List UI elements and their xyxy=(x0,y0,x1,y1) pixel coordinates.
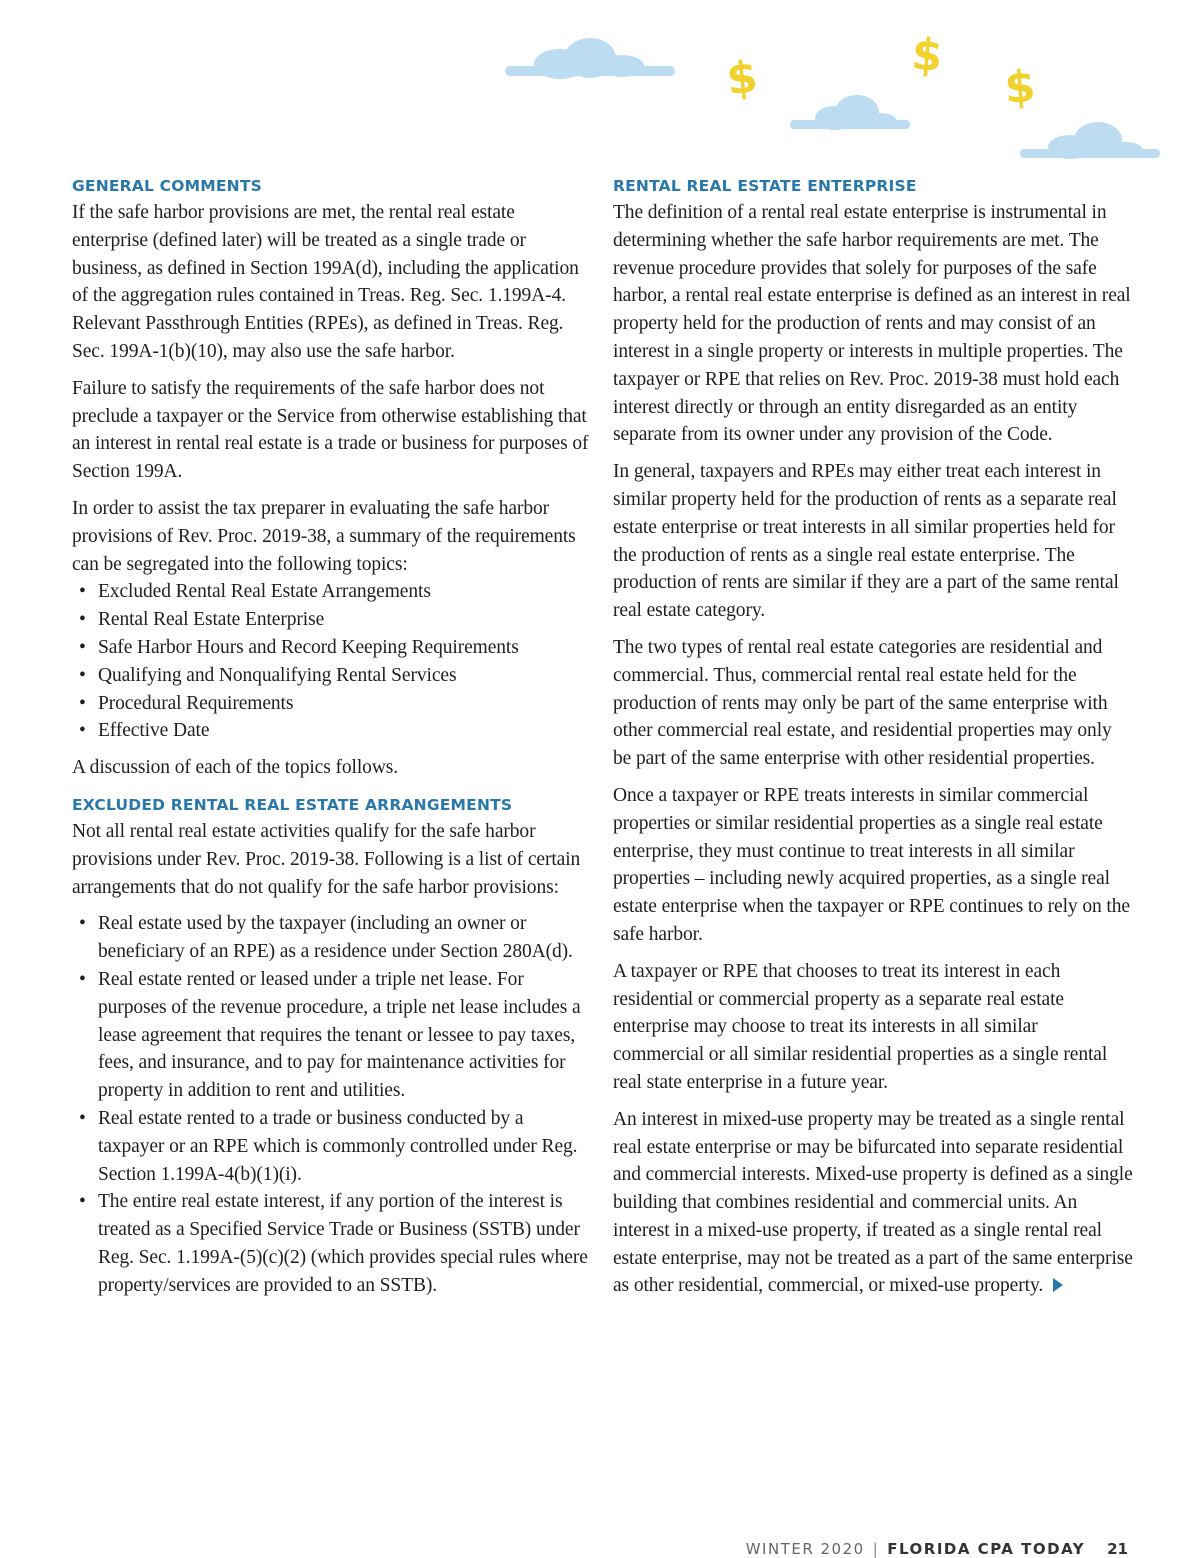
paragraph: If the safe harbor provisions are met, the rental real estate enterprise (defined later) will be treated as a single trade or business, as defined in Section 199A(d), including the application of the aggregation rules contained in Treas. Reg. Sec. 1.199A-4. Relevant Passthrough Entities (RPEs), as defined in Treas. Reg. Sec. 199A-1(b)(10), may also use the safe harbor. xyxy=(72,202,579,362)
continue-arrow-icon xyxy=(1053,1278,1063,1292)
magazine-title: FLORIDA CPA TODAY xyxy=(887,1540,1086,1558)
dollar-icon: $ xyxy=(1002,60,1038,115)
paragraph-text: An interest in mixed-use property may be treated as a single rental real estate enterprise or may be bifurcated into separate residential and commercial interests. Mixed-use property is defined as a single building that combines residential and commercial units. An interest in a mixed-use property, if treated as a single rental real estate enterprise, may not be treated as a part of the same enterprise as other residential, commercial, or mixed-use property. xyxy=(613,1108,1133,1297)
cloud-icon xyxy=(1020,122,1160,159)
left-column xyxy=(72,177,592,1308)
list-item: • Real estate used by the taxpayer (including an owner or beneficiary of an RPE) as a residence under Section 280A(d). xyxy=(72,910,592,966)
list-item: • Effective Date xyxy=(72,717,592,745)
paragraph: A discussion of each of the topics follows. xyxy=(72,757,399,779)
paragraph: Not all rental real estate activities qualify for the safe harbor provisions under Rev. Proc. 2019-38. Following is a list of certain arrangements that do not qualify for the safe harbor provisions: xyxy=(72,820,581,898)
dollar-icon: $ xyxy=(909,28,945,83)
list-item: • Real estate rented or leased under a triple net lease. For purposes of the revenue procedure, a triple net lease includes a lease agreement that requires the tenant or lessee to pay taxes, fees, and insurance, and to pay for maintenance activities for property in addition to rent and utilities. xyxy=(72,966,592,1105)
issue-label: WINTER 2020 xyxy=(745,1540,865,1558)
paragraph: Failure to satisfy the requirements of the safe harbor does not preclude a taxpayer or the Service from otherwise establishing that an interest in rental real estate is a trade or business for purposes of Section 199A. xyxy=(72,377,589,483)
list-item: • The entire real estate interest, if any portion of the interest is treated as a Specified Service Trade or Business (SSTB) under Reg. Sec. 1.199A-(5)(c)(2) (which provides special rules where property/services are provided to an SSTB). xyxy=(72,1188,592,1299)
list-item: • Procedural Requirements xyxy=(72,690,592,718)
paragraph: The definition of a rental real estate enterprise is instrumental in determining whether the safe harbor requirements are met. The revenue procedure provides that solely for purposes of the safe harbor, a rental real estate enterprise is defined as an interest in real property held for the production of rents and may consist of an interest in a single property or interests in multiple properties. The taxpayer or RPE that relies on Rev. Proc. 2019-38 must hold each interest directly or through an entity disregarded as an entity separate from its owner under any provision of the Code. xyxy=(613,202,1131,446)
footer-separator: | xyxy=(872,1540,880,1558)
list-item: • Safe Harbor Hours and Record Keeping Requirements xyxy=(72,634,592,662)
paragraph: Once a taxpayer or RPE treats interests in similar commercial properties or similar residential properties as a single real estate enterprise, they must continue to treat interests in all similar properties – including newly acquired properties, as a single real estate enterprise when the taxpayer or RPE continues to rely on the safe harbor. xyxy=(613,784,1130,945)
list-item: • Qualifying and Nonqualifying Rental Services xyxy=(72,662,592,690)
cloud-icon xyxy=(790,95,910,130)
dollar-icon: $ xyxy=(724,51,760,106)
header-illustration xyxy=(0,0,1200,170)
list-item: • Real estate rented to a trade or business conducted by a taxpayer or an RPE which is commonly controlled under Reg. Section 1.199A-4(b)(1)(i). xyxy=(72,1105,592,1188)
right-column xyxy=(613,177,1133,1309)
paragraph: The two types of rental real estate categories are residential and commercial. Thus, commercial rental real estate held for the production of rents may only be part of the same enterprise with other commercial real estate, and residential properties may only be part of the same enterprise with other residential properties. xyxy=(613,636,1112,770)
paragraph-last xyxy=(613,1106,1133,1301)
cloud-icon xyxy=(505,38,675,79)
section-heading-excluded-arrangements: EXCLUDED RENTAL REAL ESTATE ARRANGEMENTS xyxy=(72,795,513,814)
topics-list xyxy=(72,578,592,745)
list-item: • Rental Real Estate Enterprise xyxy=(72,606,592,634)
list-item: • Excluded Rental Real Estate Arrangements xyxy=(72,578,592,606)
page-number: 21 xyxy=(1107,1540,1128,1558)
section-heading-rental-enterprise: RENTAL REAL ESTATE ENTERPRISE xyxy=(613,177,917,195)
paragraph: In general, taxpayers and RPEs may either treat each interest in similar property held for the production of rents as a separate real estate enterprise or treat interests in all similar properties held for the production of rents as a single real estate enterprise. The production of rents are similar if they are a part of the same rental real estate category. xyxy=(613,461,1119,622)
page-footer xyxy=(746,1540,1128,1558)
paragraph: A taxpayer or RPE that chooses to treat its interest in each residential or commercial property as a separate real estate enterprise may choose to treat its interests in all similar commercial or all similar residential properties as a single rental real state enterprise in a future year. xyxy=(613,960,1108,1093)
section-heading-general-comments: GENERAL COMMENTS xyxy=(72,177,262,195)
excluded-arrangements-list xyxy=(72,910,592,1299)
paragraph: In order to assist the tax preparer in evaluating the safe harbor provisions of Rev. Proc. 2019-38, a summary of the requirements can be segregated into the following topics: xyxy=(72,497,576,575)
